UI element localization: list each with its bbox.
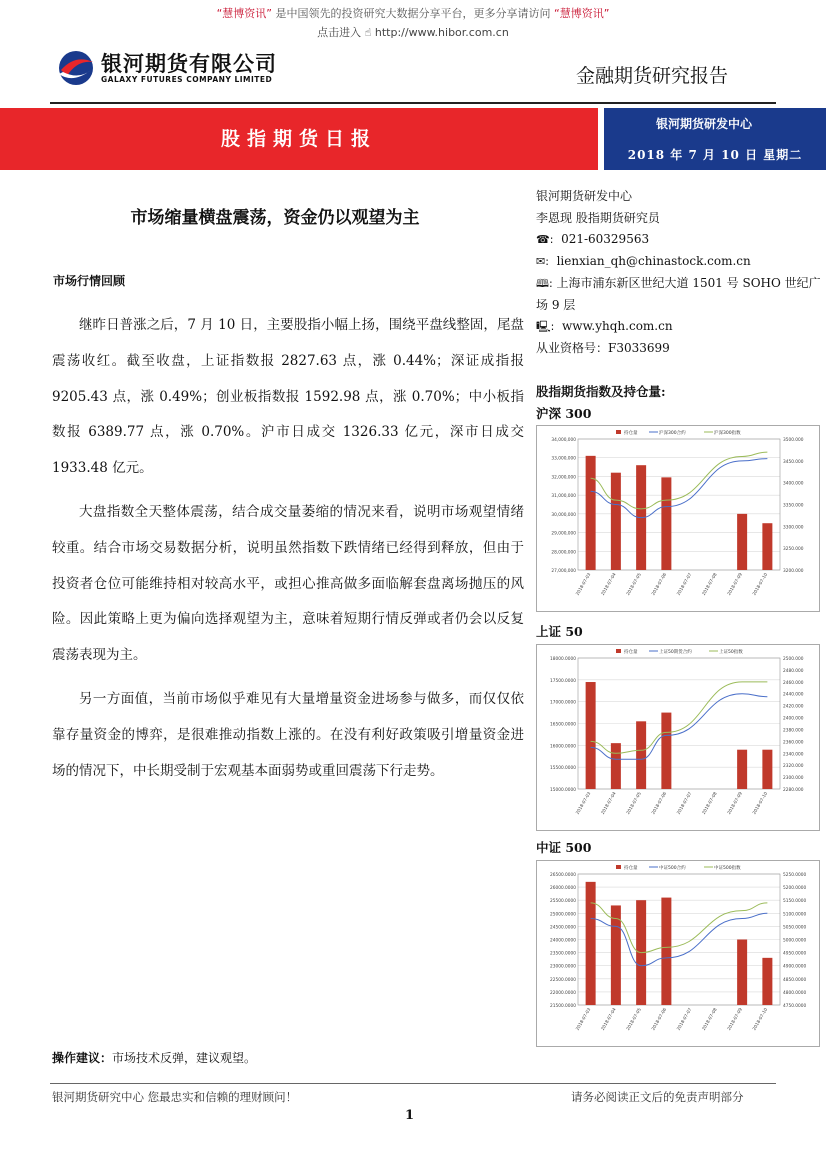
legend-swatch [616,430,621,434]
operation-advice [52,1049,256,1066]
right-tick-label: 5200.0000 [783,886,807,892]
x-tick-label: 2018-07-10 [752,791,770,816]
legend-label: 沪深300合约 [659,431,686,436]
bar [762,523,772,570]
legend-label: 中证500指数 [714,866,741,871]
x-tick-label: 2018-07-05 [626,1007,643,1032]
legend-label: 持仓量 [624,866,638,871]
company-name-cn: 银河期货有限公司 [101,52,277,76]
bar [737,750,747,789]
right-tick-label: 2320.000 [783,764,804,770]
title-banner [0,108,826,170]
bar [586,882,596,1005]
banner-date: 2018 年 7 月 10 日 星期二 [627,148,803,162]
company-logo [55,48,290,88]
company-name-en: GALAXY FUTURES COMPANY LIMITED [101,75,273,84]
article-body [52,308,524,789]
paragraph: 另一方面值，当前市场似乎难见有大量增量资金进场参与做多，而仅仅依靠存量资金的博弈，是很难推动指数上涨的。在没有利好政策吸引增量资金进场的情况下，中长期受制于宏观基本面弱势或重回震荡下行走势。 [52,690,524,779]
chart-sz50 [536,644,820,831]
charts-heading: 股指期货指数及持仓量: [536,384,666,399]
chart-title-hs300: 沪深 300 [536,406,592,421]
x-tick-label: 2018-07-08 [701,572,719,597]
license-number: 从业资格号：F3033699 [536,340,670,355]
legend-label: 中证500合约 [659,866,686,871]
legend-label: 上证50指数 [719,650,743,655]
x-tick-label: 2018-07-09 [727,1007,744,1032]
x-tick-label: 2018-07-09 [727,791,744,816]
right-tick-label: 2280.000 [783,788,804,793]
legend-label: 持仓量 [624,650,638,655]
right-tick-label: 2500.000 [783,657,804,662]
paragraph: 继昨日普涨之后，7 月 10 日，主要股指小幅上扬，围绕平盘线整固，尾盘震荡收红。截至收盘，上证指数报 2827.63 点，涨 0.44%；深证成指报 9205.43 点，涨 0.49%；创业板指数报 1592.98 点，涨 0.70%；中小板指数报 6389.77 点，涨 0.70%。沪市日成交 1326.33 亿元，深市日成交 1933.48 亿元。 [52,317,524,477]
chart-zz500 [536,860,820,1047]
left-tick-label: 21500.0000 [550,1004,576,1009]
chart-hs300 [536,425,820,612]
left-tick-label: 17000.0000 [550,700,576,706]
banner-title: 股指期货日报 [220,128,377,150]
x-tick-label: 2018-07-03 [575,572,593,597]
header-divider [50,102,776,104]
cursor-icon: ☝ [364,26,372,39]
x-tick-label: 2018-07-10 [752,1007,770,1032]
left-tick-label: 16000.0000 [550,744,576,750]
book-icon: 🕮: [536,276,553,290]
legend-swatch [616,649,621,653]
phone-row [536,229,826,251]
left-tick-label: 28,000,000 [551,550,576,556]
bar [586,682,596,789]
right-tick-label: 5250.0000 [783,873,807,878]
right-tick-label: 4850.0000 [783,977,807,983]
left-tick-label: 26000.0000 [550,886,576,892]
promo-text: 是中国领先的投资研究大数据分享平台，更多分享请访问 [275,7,551,20]
x-tick-label: 2018-07-08 [701,1007,719,1032]
left-tick-label: 23000.0000 [550,964,576,970]
promo-link[interactable] [0,24,826,40]
x-tick-label: 2018-07-05 [626,791,643,816]
left-tick-label: 17500.0000 [550,678,576,684]
right-tick-label: 2360.000 [783,740,804,746]
right-tick-label: 3400.000 [783,481,804,487]
promo-brand: “慧博资讯” [216,7,272,20]
x-tick-label: 2018-07-10 [752,572,770,597]
right-tick-label: 3350.000 [783,503,804,509]
right-tick-label: 5000.0000 [783,938,807,944]
x-tick-label: 2018-07-06 [651,791,669,816]
promo-brand-2: “慧博资讯” [554,7,610,20]
right-tick-label: 5150.0000 [783,899,807,905]
right-tick-label: 2480.000 [783,668,804,674]
bar [636,721,646,789]
chart-frame [537,861,820,1047]
promo-link-prefix: 点击进入 [317,26,362,39]
right-tick-label: 2300.000 [783,776,804,782]
left-tick-label: 22000.0000 [550,990,576,996]
promo-url[interactable]: http://www.hibor.com.cn [374,26,509,39]
section-heading: 市场行情回顾 [53,274,126,288]
bar [762,750,772,789]
left-tick-label: 30,000,000 [551,512,576,518]
x-tick-label: 2018-07-07 [676,1007,694,1032]
page-number: 1 [405,1108,415,1123]
website[interactable]: www.yhqh.com.cn [562,319,673,334]
left-tick-label: 33,000,000 [551,456,576,462]
right-tick-label: 3200.000 [783,569,804,574]
left-tick-label: 25000.0000 [550,912,576,918]
x-tick-label: 2018-07-04 [600,572,618,597]
contact-block [536,186,826,360]
legend-swatch [616,865,621,869]
left-tick-label: 26500.0000 [550,873,576,878]
banner-blue-panel [604,108,826,170]
bar [661,898,671,1005]
banner-dept: 银河期货研发中心 [655,117,752,131]
right-tick-label: 2380.000 [783,728,804,734]
x-tick-label: 2018-07-06 [651,572,669,597]
bar [661,713,671,789]
phone-icon: ☎: [536,233,554,247]
x-tick-label: 2018-07-08 [701,791,719,816]
bar [586,456,596,570]
left-tick-label: 27,000,000 [551,569,576,574]
x-tick-label: 2018-07-07 [676,572,694,597]
right-tick-label: 3250.000 [783,547,804,553]
left-tick-label: 31,000,000 [551,494,576,500]
right-tick-label: 2440.000 [783,692,804,698]
left-tick-label: 29,000,000 [551,531,576,537]
chart-title-zz500: 中证 500 [536,840,592,855]
x-tick-label: 2018-07-04 [600,1007,618,1032]
left-tick-label: 15500.0000 [550,766,576,772]
promo-banner [0,6,826,22]
bar [611,473,621,570]
x-tick-label: 2018-07-04 [600,791,618,816]
right-tick-label: 4950.0000 [783,951,807,957]
footer-slogan: 银河期货研究中心 您最忠实和信赖的理财顾问！ [52,1090,298,1104]
right-tick-label: 3500.000 [783,438,804,443]
phone-number: 021-60329563 [561,232,650,247]
right-tick-label: 3300.000 [783,525,804,531]
report-type: 金融期货研究报告 [575,65,728,87]
x-tick-label: 2018-07-07 [676,791,694,816]
chart-frame [537,645,820,831]
right-tick-label: 5100.0000 [783,912,807,918]
chart-frame [537,426,820,612]
left-tick-label: 16500.0000 [550,722,576,728]
analyst-name: 李恩现 股指期货研究员 [536,210,660,225]
right-tick-label: 2420.000 [783,704,804,710]
bar [611,905,621,1005]
bar [737,940,747,1006]
left-tick-label: 15000.0000 [550,788,576,793]
computer-icon: 🖳: [536,320,555,334]
article-title: 市场缩量横盘震荡，资金仍以观望为主 [130,208,420,228]
email-address[interactable]: lienxian_qh@chinastock.com.cn [556,254,751,269]
right-tick-label: 4800.0000 [783,990,807,996]
email-icon: ✉: [536,255,549,269]
legend-label: 上证50期货合约 [659,650,692,655]
right-tick-label: 2340.000 [783,752,804,758]
legend-label: 沪深300指数 [714,431,741,436]
right-tick-label: 2460.000 [783,680,804,686]
advice-label: 操作建议： [52,1051,113,1065]
footer-divider [50,1083,776,1084]
email-row [536,251,826,273]
banner-red-panel [0,108,598,170]
x-tick-label: 2018-07-03 [575,1007,593,1032]
left-tick-label: 24000.0000 [550,938,576,944]
x-tick-label: 2018-07-09 [727,572,744,597]
chart-title-sz50: 上证 50 [536,624,583,639]
x-tick-label: 2018-07-03 [575,791,593,816]
right-tick-label: 2400.000 [783,716,804,722]
x-tick-label: 2018-07-06 [651,1007,669,1032]
right-tick-label: 3450.000 [783,459,804,465]
footer-disclaimer: 请务必阅读正文后的免责声明部分 [571,1090,744,1104]
left-tick-label: 23500.0000 [550,951,576,957]
address: 上海市浦东新区世纪大道 1501 号 SOHO 世纪广场 9 层 [536,275,821,312]
right-tick-label: 5050.0000 [783,925,807,931]
left-tick-label: 18000.0000 [550,657,576,662]
galaxy-logo-icon [55,48,97,88]
left-tick-label: 22500.0000 [550,977,576,983]
advice-text: 市场技术反弹，建议观望。 [112,1051,257,1065]
address-row [536,273,826,316]
left-tick-label: 24500.0000 [550,925,576,931]
legend-label: 持仓量 [624,431,638,436]
bar [737,514,747,570]
bar [661,477,671,570]
bar [611,743,621,789]
research-center: 银河期货研发中心 [536,189,633,203]
left-tick-label: 32,000,000 [551,475,576,481]
x-tick-label: 2018-07-05 [626,572,643,597]
left-tick-label: 34,000,000 [551,438,576,443]
bar [762,958,772,1005]
web-row [536,316,826,338]
left-tick-label: 25500.0000 [550,899,576,905]
right-tick-label: 4750.0000 [783,1004,807,1009]
right-tick-label: 4900.0000 [783,964,807,970]
paragraph: 大盘指数全天整体震荡，结合成交量萎缩的情况来看，说明市场观望情绪较重。结合市场交易数据分析，说明虽然指数下跌情绪已经得到释放，但由于投资者仓位可能维持相对较高水平，或担心推高做多面临解套盘离场抛压的风险。因此策略上更为偏向选择观望为主，意味着短期行情反弹或者仍会以反复震荡表现为主。 [52,503,524,664]
